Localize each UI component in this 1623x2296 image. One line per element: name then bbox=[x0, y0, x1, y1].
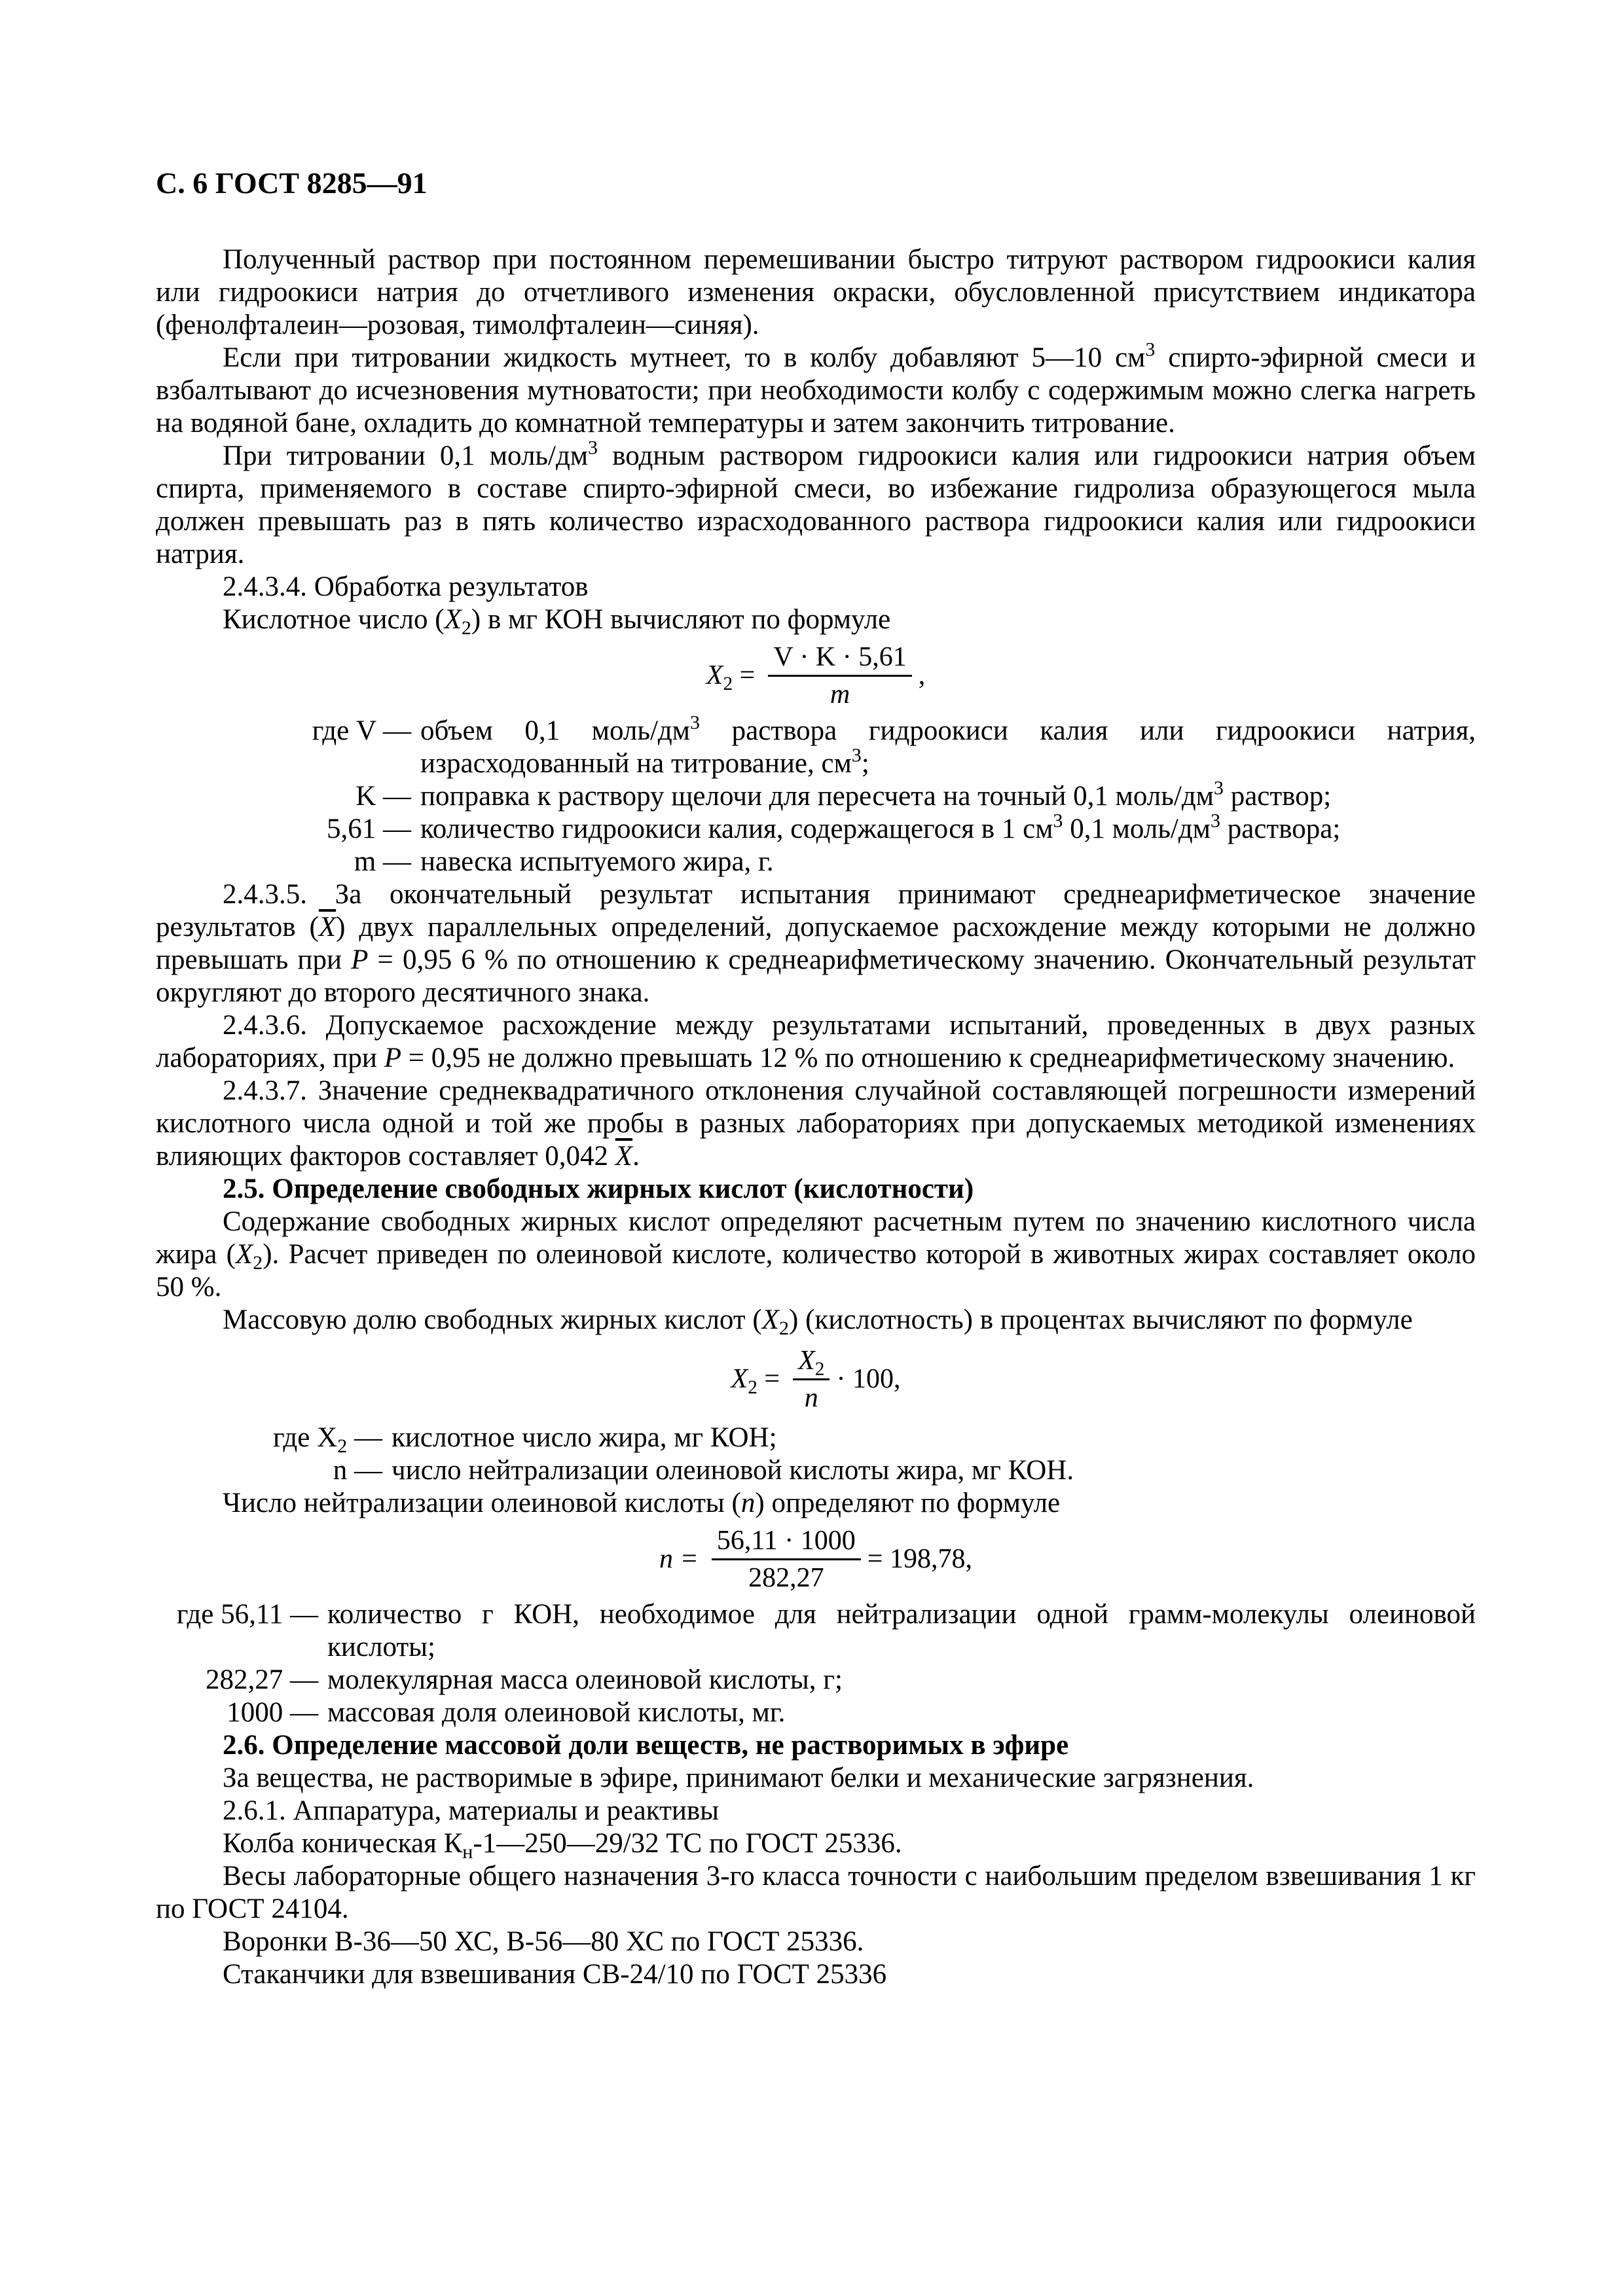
text: = 0,95 не должно превышать 12 % по отношению к среднеарифметическому значению. bbox=[401, 1043, 1455, 1073]
formula-lhs: $X_2$ = bbox=[731, 1364, 780, 1398]
paragraph-weighing-cups: Стаканчики для взвешивания СВ-24/10 по ГОСТ 25336 bbox=[223, 1959, 887, 1990]
text: Если при титровании жидкость мутнеет, то в колбу добавляют 5—10 см bbox=[223, 342, 1146, 373]
formula-tail: , bbox=[918, 660, 926, 691]
symbol: m bbox=[830, 679, 850, 709]
text: — bbox=[347, 1422, 382, 1453]
section-2-4-3-6 bbox=[156, 1009, 1476, 1075]
superscript: 3 bbox=[690, 711, 701, 734]
text: ; bbox=[861, 748, 869, 779]
fraction-numerator: V · K · 5,61 bbox=[768, 642, 911, 677]
text: . bbox=[632, 1141, 640, 1172]
definition-list-acidity bbox=[156, 1422, 1476, 1487]
text: При титровании 0,1 моль/дм bbox=[223, 440, 589, 471]
text: ) определяют по формуле bbox=[755, 1488, 1061, 1518]
text: раствора гидроокиси калия или гидроокиси натрия, израсходованный на титрование, см bbox=[420, 715, 1476, 779]
def-term: где 56,11 — bbox=[176, 1599, 318, 1630]
formula-tail: · 100, bbox=[836, 1364, 901, 1394]
text: Кислотное число ( bbox=[223, 604, 445, 635]
symbol: P bbox=[384, 1043, 401, 1073]
paragraph-turbidity bbox=[156, 338, 1476, 440]
def-desc: массовая доля олеиновой кислоты, мг. bbox=[327, 1697, 786, 1728]
text: водным раствором гидроокиси калия или гидроокиси натрия объем спирта, применяемого в составе спирто-эфирной смеси, во избежание гидролиза образующегося мыла должен превышать раз в пять количество израсходованного раствора гидроокиси калия или гидроокиси натрия. bbox=[156, 440, 1476, 569]
text: 2.4.3.6. Допускаемое расхождение между результатами испытаний, проведенных в двух разных лабораториях, при bbox=[156, 1010, 1476, 1073]
paragraph-titration: Полученный раствор при постоянном перемешивании быстро титруют раствором гидроокиси калия или гидроокиси натрия до отчетливого изменения окраски, обусловленной присутствием индикатора (фенолфталеин—розовая, тимолфталеин—синяя). bbox=[156, 244, 1476, 340]
text: Содержание свободных жирных кислот определяют расчетным путем по значению кислотного числа жира ( bbox=[156, 1206, 1476, 1270]
document-body bbox=[156, 243, 1476, 1991]
text: 2.4.3.7. Значение среднеквадратичного отклонения случайной составляющей погрешности измерений кислотного числа одной и той же пробы в разных лабораториях при допускаемых методикой изменениях влияющих факторов составляет 0,042 bbox=[156, 1075, 1476, 1172]
paragraph-neutralization bbox=[156, 1487, 1476, 1520]
text: поправка к раствору щелочи для пересчета на точный 0,1 моль/дм bbox=[420, 781, 1214, 812]
subscript: 2 bbox=[779, 1317, 790, 1340]
superscript: 3 bbox=[1213, 776, 1224, 799]
section-2-5-heading: 2.5. Определение свободных жирных кислот (кислотности) bbox=[223, 1174, 974, 1204]
symbol: X bbox=[731, 1364, 748, 1394]
subscript: 2 bbox=[337, 1435, 348, 1458]
paragraph-mass-fraction bbox=[156, 1304, 1476, 1340]
superscript: 3 bbox=[588, 436, 598, 459]
section-2-6-heading: 2.6. Определение массовой доли веществ, не растворимых в эфире bbox=[223, 1730, 1069, 1761]
symbol-x-bar: $\overline{X}$ bbox=[615, 1141, 633, 1172]
subscript: 2 bbox=[748, 1376, 757, 1398]
paragraph-free-fatty-acids bbox=[156, 1206, 1476, 1304]
text: Число нейтрализации олеиновой кислоты ( bbox=[223, 1488, 741, 1518]
definition-list-neutralization bbox=[156, 1598, 1476, 1729]
section-2-4-3-5 bbox=[156, 878, 1476, 1009]
symbol: n bbox=[804, 1382, 818, 1413]
text: -1—250—29/32 ТС по ГОСТ 25336. bbox=[473, 1828, 902, 1859]
superscript: 3 bbox=[851, 744, 862, 766]
text: где X bbox=[272, 1422, 338, 1453]
text: ) двух параллельных определений, допускаемое расхождение между которыми не должно превышать при bbox=[156, 912, 1476, 975]
symbol: X bbox=[761, 1304, 779, 1335]
section-2-6-1: 2.6.1. Аппаратура, материалы и реактивы bbox=[223, 1795, 720, 1826]
def-term: 5,61 — bbox=[327, 814, 411, 844]
subscript: 2 bbox=[253, 1251, 263, 1274]
paragraph-acid-number bbox=[156, 603, 1476, 639]
def-desc bbox=[420, 711, 1476, 780]
def-term bbox=[156, 1422, 392, 1458]
superscript: 3 bbox=[1145, 338, 1156, 361]
fraction bbox=[793, 1346, 830, 1413]
symbol: X bbox=[235, 1239, 253, 1270]
section-2-4-3-7 bbox=[156, 1075, 1476, 1173]
formula-tail: = 198,78, bbox=[867, 1544, 972, 1574]
fraction-numerator: 56,11 · 1000 bbox=[712, 1526, 861, 1560]
text: Колба коническая К bbox=[223, 1828, 463, 1859]
formula-acidity bbox=[156, 1336, 1476, 1422]
def-desc: количество г КОН, необходимое для нейтрализации одной грамм-молекулы олеиновой кислоты; bbox=[327, 1599, 1476, 1662]
page-header: С. 6 ГОСТ 8285—91 bbox=[156, 166, 428, 200]
fraction-denominator bbox=[799, 1380, 824, 1413]
paragraph-flask bbox=[156, 1827, 1476, 1863]
def-desc: число нейтрализации олеиновой кислоты жира, мг КОН. bbox=[392, 1455, 1074, 1486]
text: раствора; bbox=[1220, 814, 1341, 844]
text: 0,1 моль/дм bbox=[1063, 814, 1211, 844]
text: = 0,95 6 % по отношению к среднеарифметическому значению. Окончательный результат округляют до второго десятичного знака. bbox=[156, 944, 1476, 1008]
formula-neutralization bbox=[156, 1520, 1476, 1598]
fraction-numerator bbox=[793, 1346, 830, 1380]
formula-acid-number bbox=[156, 636, 1476, 715]
section-2-4-3-4: 2.4.3.4. Обработка результатов bbox=[223, 571, 589, 602]
def-term: 282,27 — bbox=[206, 1664, 318, 1695]
formula-lhs: $X_2$ = bbox=[706, 660, 756, 694]
text: раствор; bbox=[1223, 781, 1332, 812]
subscript: 2 bbox=[723, 673, 733, 694]
text: Массовую долю свободных жирных кислот ( bbox=[223, 1304, 762, 1335]
symbol-x-bar: $\overline{X}$ bbox=[318, 912, 337, 942]
def-term: K — bbox=[356, 781, 411, 812]
text: ). Расчет приведен по олеиновой кислоте, количество которой в животных жирах составляет около 50 %. bbox=[156, 1239, 1476, 1302]
def-desc: навеска испытуемого жира, г. bbox=[420, 846, 774, 877]
symbol: n bbox=[740, 1488, 756, 1518]
symbol: X bbox=[706, 660, 723, 691]
def-desc bbox=[420, 809, 1476, 846]
def-desc: кислотное число жира, мг КОН; bbox=[392, 1422, 777, 1453]
def-term: где V — bbox=[312, 715, 411, 746]
fraction-denominator bbox=[825, 677, 855, 709]
subscript: 2 bbox=[814, 1358, 825, 1380]
fraction-denominator: 282,27 bbox=[748, 1562, 824, 1593]
superscript: 3 bbox=[1210, 809, 1221, 832]
text: 2.4.3.5. За окончательный результат испытания принимают среднеарифметическое значение результатов ( bbox=[156, 879, 1476, 942]
def-desc: молекулярная масса олеиновой кислоты, г; bbox=[327, 1664, 843, 1695]
text: количество гидроокиси калия, содержащегося в 1 см bbox=[420, 814, 1053, 844]
text: спирто-эфирной смеси и взбалтывают до исчезновения мутноватости; при необходимости колбу с содержимым можно слегка нагреть на водяной бане, охладить до комнатной температуры и затем закончить титрование. bbox=[156, 342, 1476, 439]
subscript: 2 bbox=[461, 617, 471, 639]
formula-lhs: n = bbox=[659, 1544, 699, 1574]
superscript: 3 bbox=[1053, 809, 1063, 832]
subscript: н bbox=[462, 1840, 473, 1863]
text: объем 0,1 моль/дм bbox=[420, 715, 691, 746]
text: ) в мг КОН вычисляют по формуле bbox=[471, 604, 891, 635]
def-desc bbox=[420, 776, 1476, 813]
text: ) (кислотность) в процентах вычисляют по формуле bbox=[789, 1304, 1413, 1335]
symbol: X bbox=[444, 604, 462, 635]
def-term: m — bbox=[354, 846, 411, 877]
paragraph-alcohol-volume bbox=[156, 436, 1476, 571]
paragraph-scales: Весы лабораторные общего назначения 3-го класса точности с наибольшим пределом взвешивания 1 кг по ГОСТ 24104. bbox=[156, 1861, 1476, 1924]
symbol: X bbox=[798, 1345, 815, 1376]
symbol: P bbox=[351, 944, 369, 975]
definition-list-acid-number bbox=[156, 711, 1476, 878]
fraction bbox=[768, 642, 911, 709]
paragraph-funnels: Воронки В-36—50 ХС, В-56—80 ХС по ГОСТ 25336. bbox=[223, 1926, 864, 1957]
fraction bbox=[712, 1526, 861, 1593]
def-term: n — bbox=[333, 1455, 382, 1486]
def-term: 1000 — bbox=[227, 1697, 318, 1728]
paragraph-ether-insoluble: За вещества, не растворимые в эфире, принимают белки и механические загрязнения. bbox=[223, 1763, 1254, 1793]
